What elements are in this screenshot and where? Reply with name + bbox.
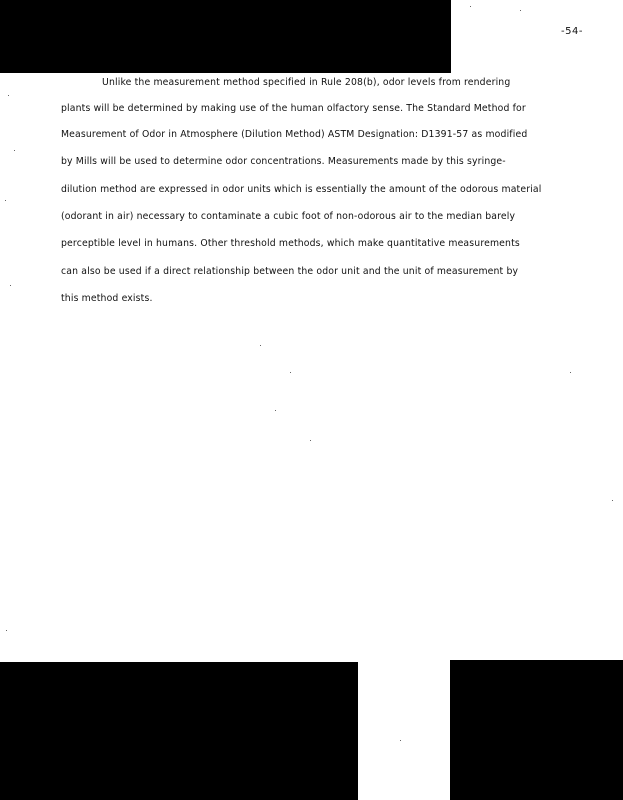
paragraph-line-3: Measurement of Odor in Atmosphere (Dilution Method) ASTM Designation: D1391-57 as modified (61, 129, 528, 140)
scan-speck (520, 10, 521, 11)
paragraph-line-4: by Mills will be used to determine odor concentrations. Measurements made by this syringe- (61, 156, 506, 167)
scan-speck (6, 630, 7, 631)
paragraph-line-6: (odorant in air) necessary to contaminate a cubic foot of non-odorous air to the median barely (61, 211, 516, 222)
scan-speck (612, 500, 613, 501)
redaction-block-bottom-left (0, 662, 358, 800)
scan-speck (290, 372, 291, 373)
paragraph-line-2: plants will be determined by making use of the human olfactory sense. The Standard Method for (61, 103, 526, 114)
paragraph-line-9: this method exists. (61, 293, 153, 304)
scan-speck (275, 410, 276, 411)
scan-speck (470, 6, 471, 7)
scan-speck (310, 440, 311, 441)
page-number: -54- (561, 26, 583, 37)
scan-speck (5, 200, 6, 201)
scan-speck (570, 372, 571, 373)
redaction-block-bottom-right (450, 660, 623, 800)
paragraph-line-5: dilution method are expressed in odor units which is essentially the amount of the odorous material (61, 184, 542, 195)
paragraph-line-7: perceptible level in humans. Other threshold methods, which make quantitative measurements (61, 238, 520, 249)
redaction-block-top (0, 0, 451, 73)
paragraph-line-8: can also be used if a direct relationship between the odor unit and the unit of measurement by (61, 266, 519, 277)
scan-speck (10, 285, 11, 286)
scan-speck (400, 740, 401, 741)
scan-speck (8, 95, 9, 96)
scan-speck (260, 345, 261, 346)
paragraph-line-1: Unlike the measurement method specified in Rule 208(b), odor levels from rendering (102, 77, 511, 88)
scan-speck (14, 150, 15, 151)
